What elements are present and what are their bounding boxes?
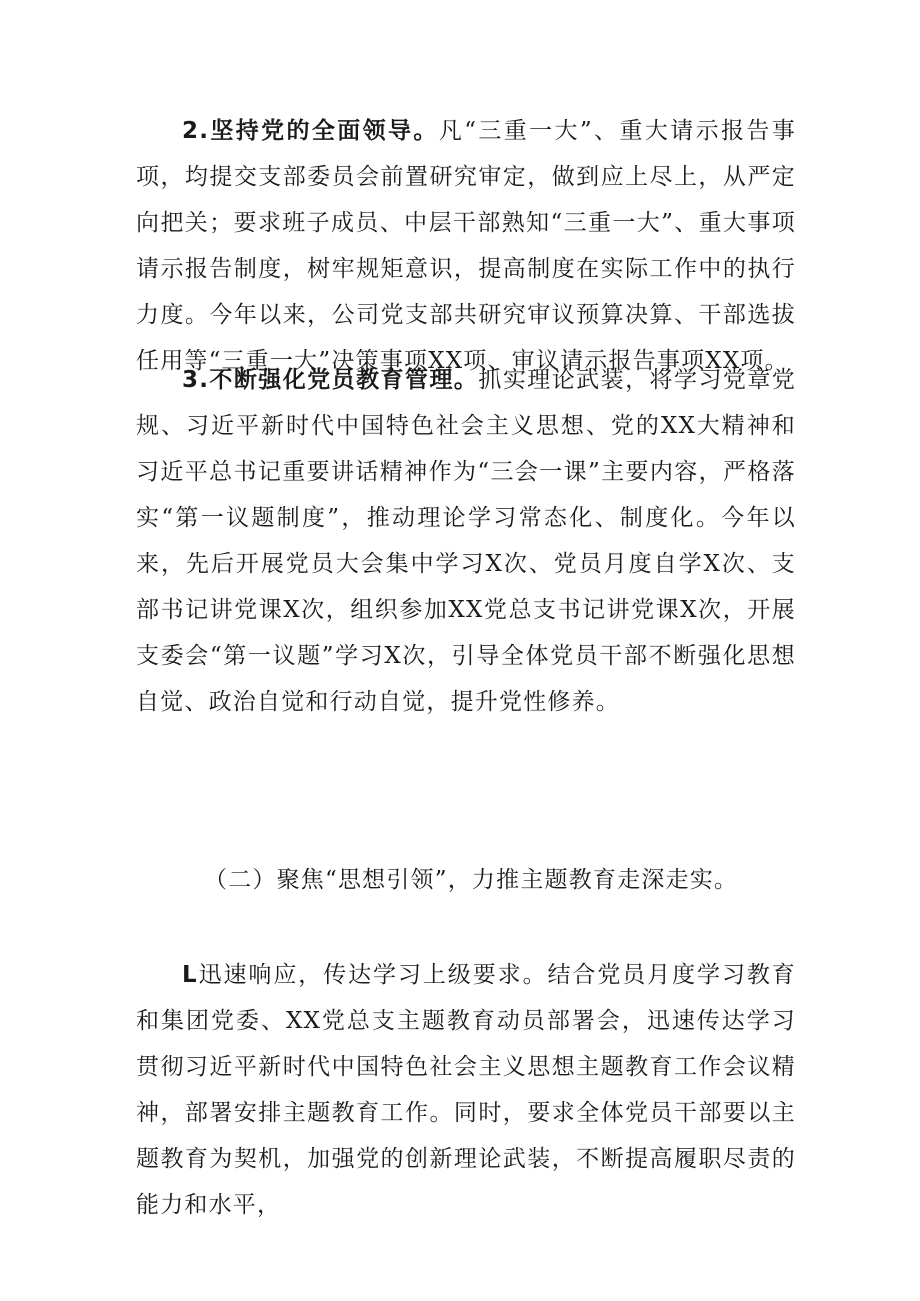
paragraph-lead: L (182, 962, 198, 988)
paragraph-body: 抓实理论武装，将学习党章党规、习近平新时代中国特色社会主义思想、党的XX大精神和习近平总书记重要讲话精神作为“三会一课”主要内容，严格落实“第一议题制度”，推动理论学习常态化、制度化。今年以来，先后开展党员大会集中学习X次、党员月度自学X次、支部书记讲党课X次，组织参加XX党总支书记讲党课X次，开展支委会“第一议题”学习X次，引导全体党员干部不断强化思想自觉、政治自觉和行动自觉，提升党性修养。 (136, 367, 796, 715)
paragraph-body: 凡“三重一大”、重大请示报告事项，均提交支部委员会前置研究审定，做到应上尽上，从严定向把关；要求班子成员、中层干部熟知“三重一大”、重大事项请示报告制度，树牢规矩意识，提高制度在实际工作中的执行力度。今年以来，公司党支部共研究审议预算决算、干部选拔任用等“三重一大”决策事项XX项、审议请示报告事项XX项。 (136, 118, 796, 374)
paragraph-rapid-response (136, 952, 796, 1228)
paragraph-member-education (136, 357, 796, 725)
paragraph-lead: 3.不断强化党员教育管理。 (182, 367, 479, 393)
paragraph-party-leadership (136, 108, 796, 384)
section-heading-text: （二）聚焦“思想引领”，力推主题教育走深走实。 (204, 867, 739, 893)
paragraph-body: 迅速响应，传达学习上级要求。结合党员月度学习教育和集团党委、XX党总支主题教育动员部署会，迅速传达学习贯彻习近平新时代中国特色社会主义思想主题教育工作会议精神，部署安排主题教育工作。同时，要求全体党员干部要以主题教育为契机，加强党的创新理论武装，不断提高履职尽责的能力和水平， (136, 962, 796, 1218)
section-heading (136, 857, 796, 903)
paragraph-lead: 2.坚持党的全面领导。 (182, 118, 439, 144)
